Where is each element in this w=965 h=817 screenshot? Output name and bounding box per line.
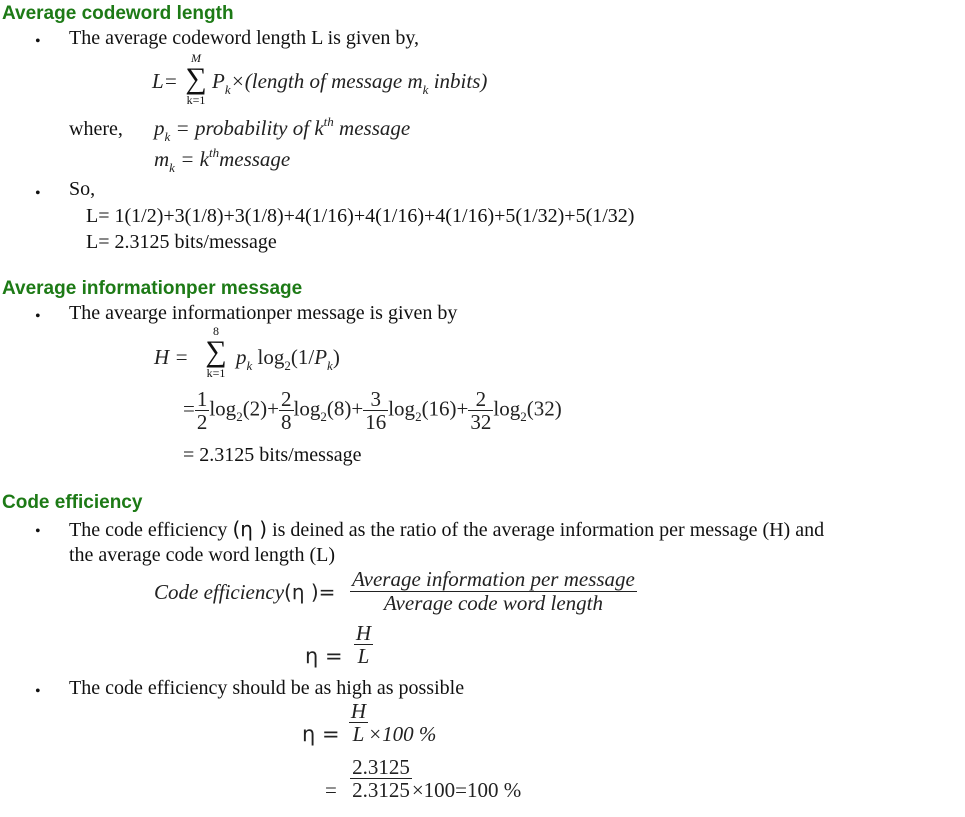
- bullet-marker: •: [35, 33, 41, 50]
- codeword-calculation: L= 1(1/2)+3(1/8)+3(1/8)+4(1/16)+4(1/16)+4(1/16)+5(1/32)+5(1/32): [86, 205, 635, 227]
- where-message-definition: $m_k$ = $k^{th}message$: [154, 145, 291, 175]
- codeword-intro-text: The average codeword length L is given by,: [69, 27, 420, 49]
- information-intro-text: The avearge informationper message is given by: [69, 302, 458, 324]
- eta-percent-formula: η = $\frac{H}{L}$ ×100 %: [302, 699, 437, 747]
- heading-average-information: Average informationper message: [2, 278, 303, 299]
- bullet-marker: •: [35, 523, 41, 540]
- so-text: So,: [69, 178, 96, 200]
- bullet-marker: •: [35, 308, 41, 325]
- bullet-marker: •: [35, 683, 41, 700]
- summation-symbol: 8 ∑ k=1: [205, 324, 227, 380]
- eta-formula: η = $\frac{H}{L}$: [305, 621, 372, 669]
- bullet-marker: •: [35, 185, 41, 202]
- entropy-result: = 2.3125 bits/message: [183, 444, 362, 466]
- entropy-expansion: = $\frac{1}{2}$ $\log_2(2)+$ $\frac{2}{8}$ $\log_2(8)+$ $\frac{3}{16}$ $\log_2(16)+$ $\frac{2}{32}$ $\log_2(32)$: [183, 387, 562, 435]
- heading-average-codeword-length: Average codeword length: [2, 3, 234, 24]
- eta-result-formula: = $\frac{2.3125}{2.3125}$ ×100=100 %: [325, 755, 522, 803]
- efficiency-definition-line1: The code efficiency (η ) is deined as the ratio of the average information per message (H) and: [69, 517, 825, 541]
- summation-symbol: M ∑ k=1: [185, 51, 207, 107]
- efficiency-high-text: The code efficiency should be as high as possible: [69, 677, 465, 699]
- code-efficiency-fraction: $\frac{\text{Average information per message}}{\text{Average code word length}}$: [352, 567, 635, 616]
- codeword-result: L= 2.3125 bits/message: [86, 231, 277, 253]
- heading-code-efficiency: Code efficiency: [2, 492, 143, 513]
- where-label: where,: [69, 118, 123, 140]
- where-probability-definition: $p_k$ = probability of $k^{th}$ message: [154, 114, 411, 144]
- efficiency-definition-line2: the average code word length (L): [69, 544, 335, 566]
- code-efficiency-label: Code efficiency(η )=: [154, 580, 336, 604]
